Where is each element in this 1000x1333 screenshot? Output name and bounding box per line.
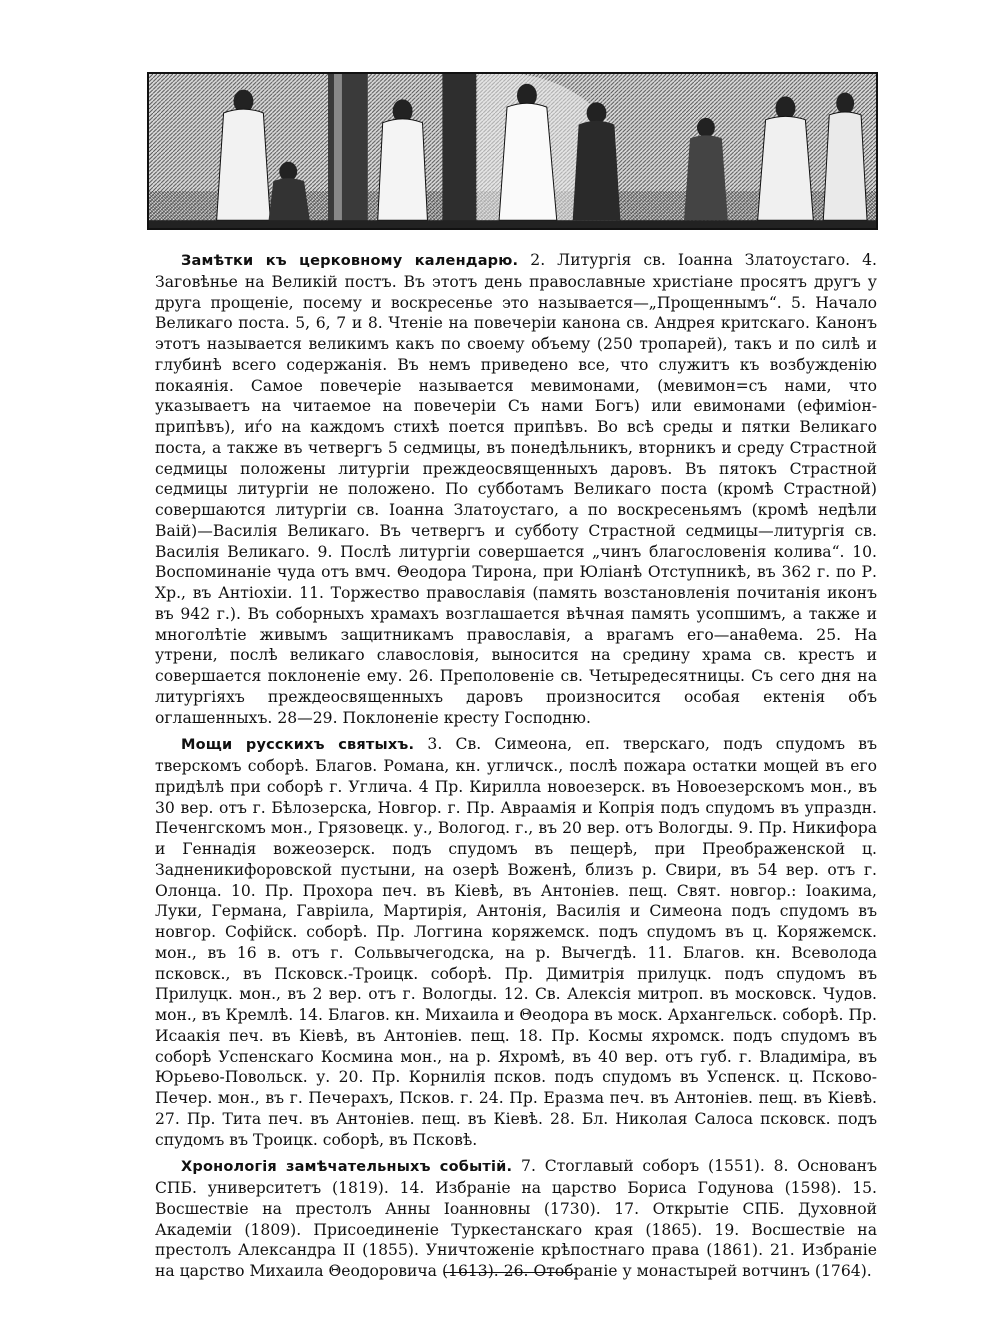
closing-rule — [444, 1272, 576, 1273]
chronology-heading: Хронологія замѣчательныхъ событій. — [181, 1159, 513, 1176]
relics-heading: Мощи русскихъ святыхъ. — [181, 737, 415, 754]
relics-body: 3. Св. Симеона, еп. тверскаго, подъ спудомъ въ тверскомъ соборѣ. Благов. Романа, кн. угличск., послѣ пожара остатки мощей въ его придѣлѣ при соборѣ г. Углича. 4 Пр. Кирилла новоезерск. въ Новоезерскомъ мон., въ 30 вер. отъ г. Бѣлозерска, Новгор. г. Пр. Авраамія и Копрія подъ спудомъ въ упраздн. Печенгскомъ мон., Грязовецк. у., Вологод. г., въ 20 вер. отъ Вологды. 9. Пр. Никифора и Геннадія вожеозерск. подъ спудомъ въ пещерѣ, при Преображенской ц. Задненикифоровской пустыни, на озерѣ Воженѣ, близъ р. Свири, въ 54 вер. отъ г. Олонца. 10. Пр. Прохора печ. въ Кіевѣ, въ Антоніев. пещ. Свят. новгор.: Іоакима, Луки, Германа, Гавріила, Мартирія, Антонія, Василія и Симеона подъ спудомъ въ новгор. Софійск. соборѣ. Пр. Логгина коряжемск. подъ спудомъ въ ц. Коряжемск. мон., въ 16 в. отъ г. Сольвычегодска, на р. Вычегдѣ. 11. Благов. кн. Всеволода псковск., въ Псковск.-Троицк. соборѣ. Пр. Димитрія прилуцк. подъ спудомъ въ Прилуцк. мон., въ 2 вер. отъ г. Вологды. 12. Св. Алексія митроп. въ московск. Чудов. мон., въ Кремлѣ. 14. Благов. кн. Михаила и Θеодора въ моск. Архангельск. соборѣ. Пр. Исаакія печ. въ Кіевѣ, въ Антоніев. пещ. 18. Пр. Космы яхромск. подъ спудомъ въ соборѣ Успенскаго Космина мон., на р. Яхромѣ, въ 40 вер. отъ губ. г. Владиміра, въ Юрьево-Повольск. у. 20. Пр. Корнилія псков. подъ спудомъ въ Успенск. ц. Псково-Печер. мон., въ г. Печерахъ, Псков. г. 24. Пр. Еразма печ. въ Антоніев. пещ. въ Кіевѣ. 27. Пр. Тита печ. въ Антоніев. пещ. въ Кіевѣ. 28. Бл. Николая Салоса псковск. подъ спудомъ въ Троицк. соборѣ, въ Псковѣ. — [155, 735, 877, 1149]
chronology-body: 7. Стоглавый соборъ (1551). 8. Основанъ СПБ. университетъ (1819). 14. Избраніе на царство Бориса Годунова (1598). 15. Восшествіе на престолъ Анны Іоанновны (1730). 17. Открытіе СПБ. Духовной Академіи (1809). Присоединеніе Туркестанскаго края (1865). 19. Восшествіе на престолъ Александра II (1855). Уничтоженіе крѣпостнаго права (1861). 21. Избраніе на царство Михаила Θеодоровича (1613). 26. Отобраніе у монастырей вотчинъ (1764). — [155, 1157, 877, 1280]
chronology-paragraph — [155, 1156, 877, 1282]
page-text — [155, 250, 877, 1282]
calendar-notes-body: 2. Литургія св. Іоанна Златоустаго. 4. Заговѣнье на Великій постъ. Въ этотъ день православные христіане просятъ другъ у друга прощеніе, посему и воскресенье это называется—„Прощеннымъ“. 5. Начало Великаго поста. 5, 6, 7 и 8. Чтеніе на повечеріи канона св. Андрея критскаго. Канонъ этотъ называется великимъ какъ по своему объему (250 тропарей), такъ и по силѣ и глубинѣ всего содержанія. Въ немъ приведено все, что служитъ къ возбужденію покаянія. Самое повечеріе называется мевимонами, (мевимон=съ нами, что указываетъ на читаемое на повечеріи Съ нами Богъ) или евимонами (ефиміон-припѣвъ), иѓо на каждомъ стихѣ поется припѣвъ. Во всѣ среды и пятки Великаго поста, а также въ четвергъ 5 седмицы, въ понедѣльникъ, вторникъ и среду Страстной седмицы положены литургіи преждеосвященныхъ даровъ. Въ пятокъ Страстной седмицы литургіи не положено. По субботамъ Великаго поста (кромѣ Страстной) совершаются литургіи св. Іоанна Златоустаго, а по воскресеньямъ (кромѣ недѣли Ваій)—Василія Великаго. Въ четвергъ и субботу Страстной седмицы—литургія св. Василія Великаго. 9. Послѣ литургіи совершается „чинъ благословенія колива“. 10. Воспоминаніе чуда отъ вмч. Θеодора Тирона, при Юліанѣ Отступникѣ, въ 362 г. по Р. Хр., въ Антіохіи. 11. Торжество православія (память возстановленія почитанія иконъ въ 942 г.). Въ соборныхъ храмахъ возглашается вѣчная память усопшимъ, а также и многолѣтіе живымъ защитникамъ православія, а врагамъ его—анаθема. 25. На утрени, послѣ великаго славословія, выносится на средину храма св. крестъ и совершается поклоненіе ему. 26. Преполовеніе св. Четыредесятницы. Съ сего дня на литургіяхъ преждеосвященныхъ даровъ произносится особая ектенія объ оглашенныхъ. 28—29. Поклоненіе кресту Господню. — [155, 251, 877, 727]
calendar-notes-paragraph — [155, 250, 877, 728]
church-scene-icon — [149, 74, 876, 228]
calendar-notes-heading: Замѣтки къ церковному календарю. — [181, 253, 519, 269]
header-engraving — [147, 72, 878, 230]
relics-paragraph — [155, 734, 877, 1150]
